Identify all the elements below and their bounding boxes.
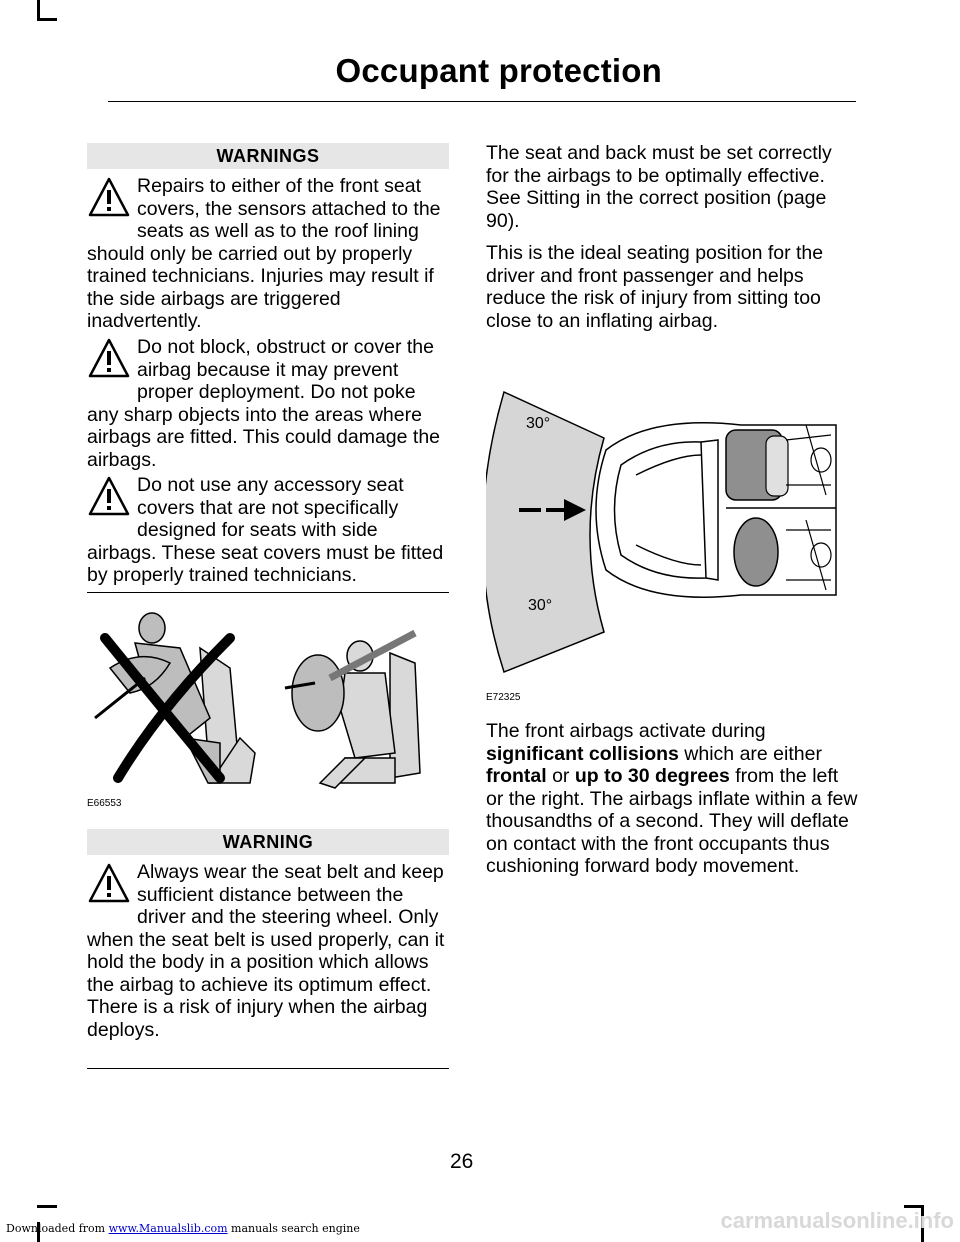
correct-posture-figure bbox=[285, 633, 420, 788]
body-text-top bbox=[486, 142, 858, 342]
warning-text: Always wear the seat belt and keep sufficient distance between the driver and the steering wheel. Only when the seat belt is used properly, can it hold the body in a position which allows the airbag to achieve its optimum effect. There is a risk of injury when the airbag deploys. bbox=[87, 861, 445, 1041]
angle-label-top: 30° bbox=[526, 415, 551, 432]
page-title: Occupant protection bbox=[335, 52, 662, 89]
bold-text: significant collisions bbox=[486, 742, 679, 765]
page-number: 26 bbox=[450, 1150, 474, 1173]
warning-end-rule bbox=[87, 1068, 449, 1069]
warning-item bbox=[87, 175, 449, 333]
warnings-end-rule bbox=[87, 592, 449, 593]
figure-code: E72325 bbox=[486, 692, 521, 703]
footer-suffix: manuals search engine bbox=[227, 1222, 360, 1235]
body-text-bottom bbox=[486, 720, 858, 888]
watermark: carmanualsonline.info bbox=[720, 1208, 954, 1233]
text-run: from the left or the right. The airbags inflate within a few thousandths of a second. They will deflate on contact with the front occupants thus cushioning forward body movement. bbox=[486, 765, 858, 877]
title-rule bbox=[108, 101, 856, 102]
bold-text: up to 30 degrees bbox=[574, 765, 730, 787]
warning-item bbox=[87, 861, 449, 1041]
seating-position-illustration bbox=[90, 608, 450, 808]
warning-text: Repairs to either of the front seat covers, the sensors attached to the seats as well as to the roof lining should only be carried out by properly trained technicians. Injuries may result if the side airbags are triggered inadvertently. bbox=[87, 175, 441, 332]
crop-mark bbox=[37, 1205, 57, 1208]
footer-prefix: Downloaded from bbox=[6, 1222, 109, 1235]
figure-code: E66553 bbox=[87, 798, 122, 809]
paragraph: The seat and back must be set correctly for the airbags to be optimally effective. See Sitting in the correct position (page 90). bbox=[486, 142, 832, 232]
airbag-activation-zone-illustration bbox=[486, 380, 858, 680]
warning-text: Do not block, obstruct or cover the airbag because it may prevent proper deployment. Do not poke any sharp objects into the areas where airbags are fitted. This could damage the airbags. bbox=[87, 336, 441, 471]
text-run: or bbox=[546, 765, 575, 787]
crop-mark bbox=[37, 0, 40, 20]
angle-label-bottom: 30° bbox=[528, 597, 553, 614]
text-run: which are either bbox=[678, 742, 822, 765]
warning-item bbox=[87, 474, 449, 587]
warning-triangle-icon bbox=[87, 175, 131, 221]
warning-triangle-icon bbox=[87, 474, 131, 520]
warning-item bbox=[87, 336, 449, 471]
activation-zone bbox=[486, 392, 604, 672]
text-run: The front airbags activate during bbox=[486, 720, 766, 742]
bold-text: frontal bbox=[486, 765, 547, 787]
download-footer bbox=[6, 1222, 360, 1235]
paragraph: This is the ideal seating position for the driver and front passenger and helps reduce the risk of injury from sitting too close to an inflating airbag. bbox=[486, 242, 824, 332]
paragraph bbox=[486, 720, 858, 878]
passenger-airbag bbox=[734, 518, 778, 586]
manualslib-link[interactable]: www.Manualslib.com bbox=[108, 1222, 228, 1235]
warning-triangle-icon bbox=[87, 861, 131, 907]
warning-heading: WARNING bbox=[87, 829, 449, 855]
warnings-heading: WARNINGS bbox=[87, 143, 449, 169]
warning-text: Do not use any accessory seat covers that are not specifically designed for seats with side airbags. These seat covers must be fitted by properly trained technicians. bbox=[87, 474, 444, 586]
crop-mark bbox=[37, 18, 57, 21]
warning-triangle-icon bbox=[87, 336, 131, 382]
car-top-view bbox=[596, 423, 836, 597]
